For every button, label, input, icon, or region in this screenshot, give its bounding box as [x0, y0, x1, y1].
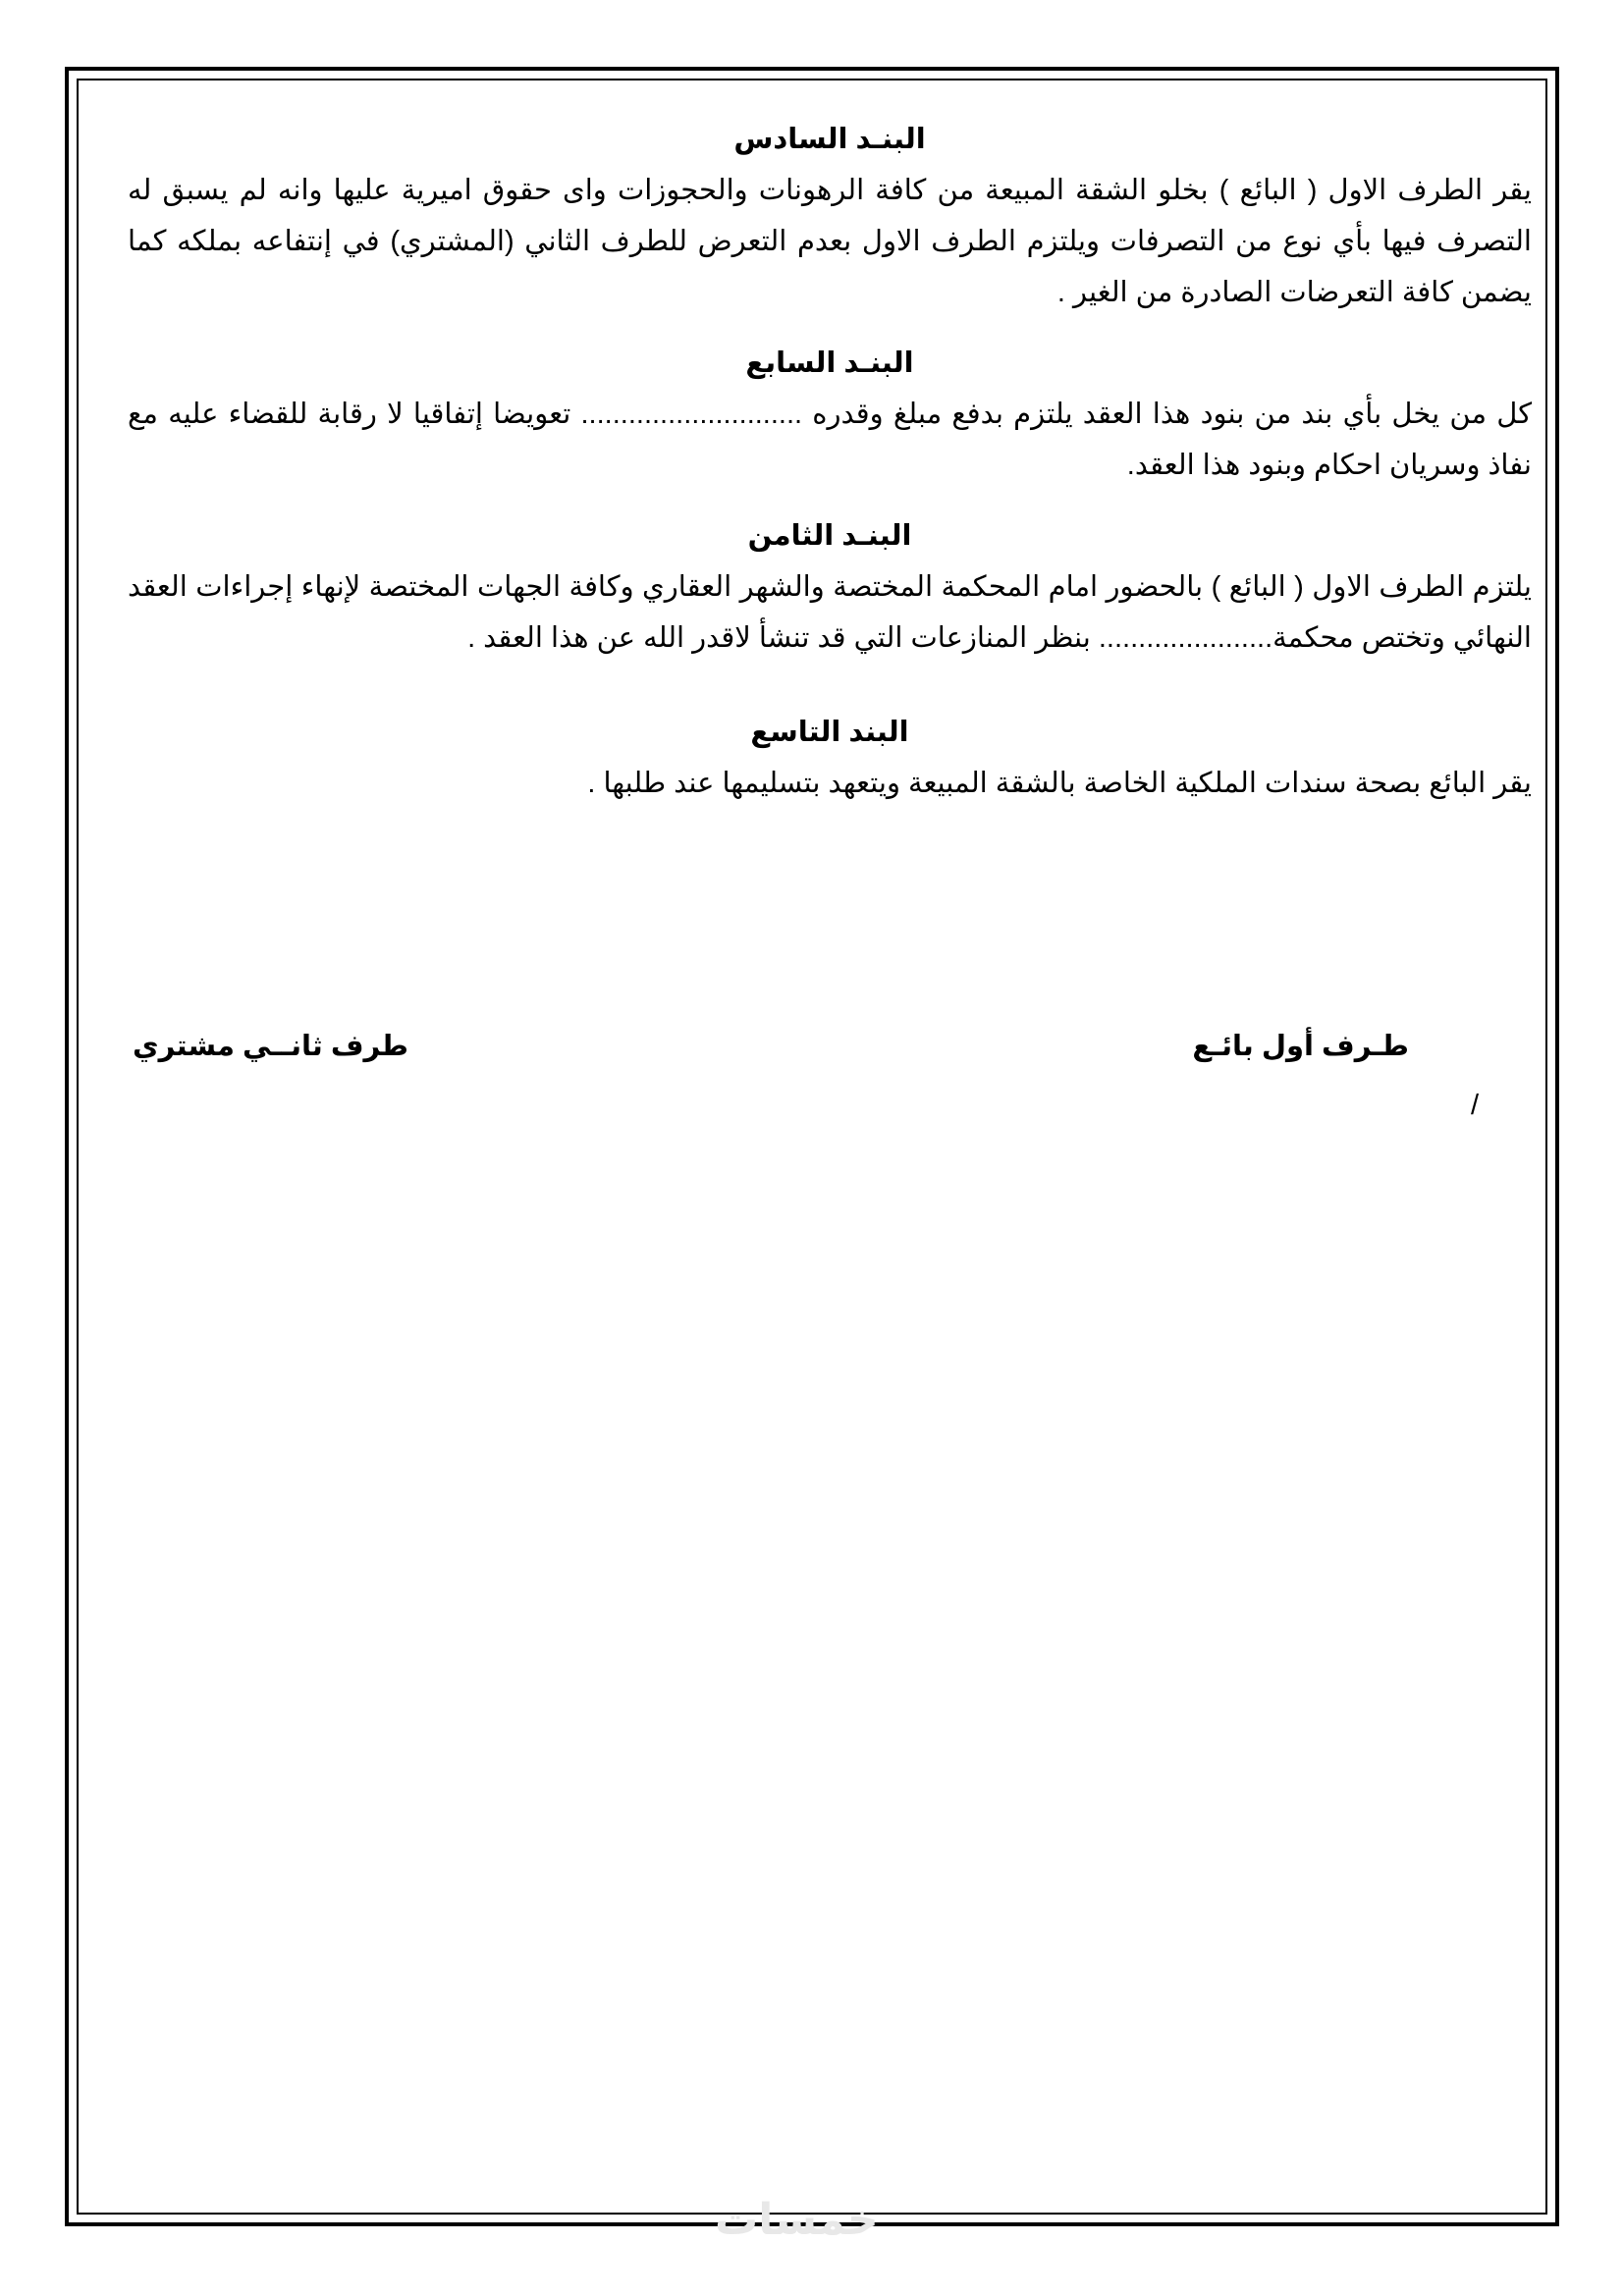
- clause-six: [128, 118, 1532, 318]
- clause-title: البنـد السابع: [745, 347, 914, 379]
- clause-eight: [128, 514, 1532, 664]
- signature-slash: /: [1471, 1090, 1480, 1121]
- clause-title: البنـد السادس: [733, 124, 926, 155]
- clause-body: يقر الطرف الاول ( البائع ) بخلو الشقة المبيعة من كافة الرهونات والحجوزات واى حقوق اميرية عليها وانه لم يسبق له التصرف فيها بأي نوع من التصرفات ويلتزم الطرف الاول بعدم التعرض للطرف الثاني (المشتري) في إنتفاعه بملكه كما يضمن كافة التعرضات الصادرة من الغير .: [128, 175, 1532, 308]
- clause-body: يقر البائع بصحة سندات الملكية الخاصة بالشقة المبيعة ويتعهد بتسليمها عند طلبها .: [587, 768, 1532, 799]
- clause-title: البنـد الثامن: [747, 520, 912, 552]
- second-party-signature-label: طرف ثانــي مشتري: [133, 1031, 408, 1062]
- clause-body: كل من يخل بأي بند من بنود هذا العقد يلتزم بدفع مبلغ وقدره ............................ تعويضا إتفاقيا لا رقابة للقضاء عليه مع نفاذ وسريان احكام وبنود هذا العقد.: [128, 399, 1532, 481]
- watermark-logo: خمسات: [715, 2196, 879, 2244]
- clause-seven: [128, 342, 1532, 491]
- signature-block: [133, 1029, 1478, 1078]
- contract-content: [128, 118, 1532, 832]
- clause-title: البند التاسع: [750, 717, 909, 748]
- first-party-signature-label: طـرف أول بائـع: [1192, 1031, 1409, 1062]
- clause-body: يلتزم الطرف الاول ( البائع ) بالحضور امام المحكمة المختصة والشهر العقاري وكافة الجهات المختصة لإنهاء إجراءات العقد النهائي وتختص محكمة...................... بنظر المنازعات التي قد تنشأ لاقدر الله عن هذا العقد .: [128, 571, 1532, 654]
- clause-nine: [128, 711, 1532, 809]
